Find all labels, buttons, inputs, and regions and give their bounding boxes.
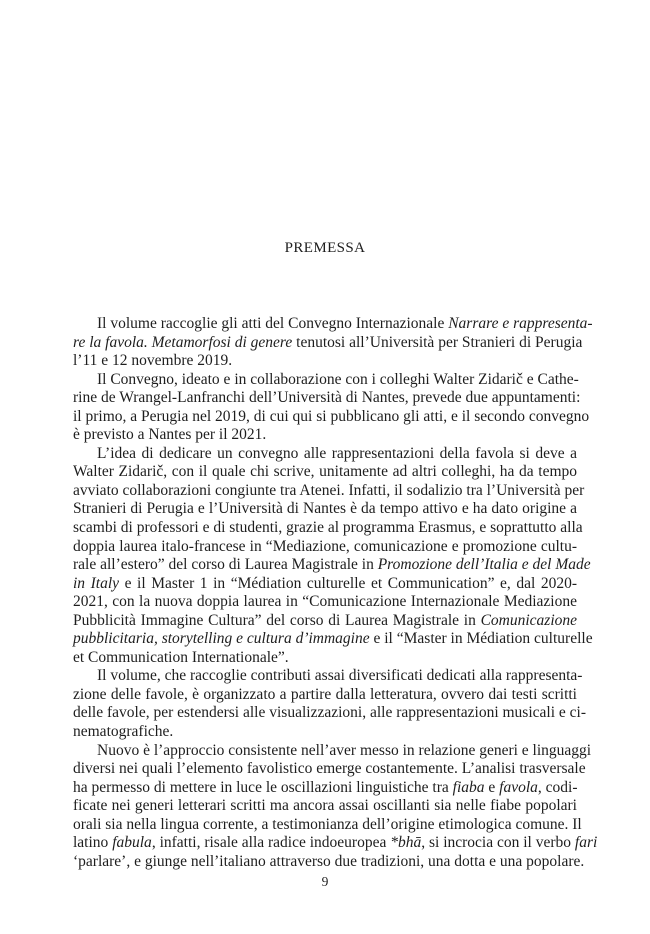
text-line: in Italy e il Master 1 in “Médiation culturelle et Communication” e, dal 2020- — [73, 574, 577, 592]
text-line: l’11 e 12 novembre 2019. — [73, 352, 233, 370]
text-line: zione delle favole, è organizzato a partire dalla letteratura, ovvero dai testi scritti — [73, 685, 577, 703]
text-line: ficate nei generi letterari scritti ma ancora assai oscillanti sia nelle fiabe popolari — [73, 797, 577, 815]
text-line: re la favola. Metamorfosi di genere tenutosi all’Università per Stranieri di Perugia — [73, 333, 583, 351]
text-line: Il volume, che raccoglie contributi assai diversificati dedicati alla rappresenta- — [97, 667, 583, 685]
text-line: il primo, a Perugia nel 2019, di cui qui si pubblicano gli atti, e il secondo convegno — [73, 407, 590, 425]
text-line: doppia laurea italo-francese in “Mediazione, comunicazione e promozione cultu- — [73, 537, 577, 555]
page-title: PREMESSA — [284, 240, 366, 256]
body-text — [73, 315, 598, 871]
text-line: et Communication Internationale”. — [73, 648, 289, 666]
text-line: Nuovo è l’approccio consistente nell’aver messo in relazione generi e linguaggi — [97, 741, 592, 759]
text-line: L’idea di dedicare un convegno alle rappresentazioni della favola si deve a — [97, 444, 577, 462]
text-line: ha permesso di mettere in luce le oscillazioni linguistiche tra fiaba e favola, codi- — [73, 778, 578, 796]
text-line: è previsto a Nantes per il 2021. — [73, 426, 267, 444]
text-line: Stranieri di Perugia e l’Università di Nantes è da tempo attivo e ha dato origine a — [73, 500, 577, 518]
text-line: Il Convegno, ideato e in collaborazione con i colleghi Walter Zidarič e Cathe- — [97, 370, 579, 388]
text-line: avviato collaborazioni congiunte tra Atenei. Infatti, il sodalizio tra l’Università per — [73, 481, 585, 499]
text-line: 2021, con la nuova doppia laurea in “Comunicazione Internazionale Mediazione — [73, 593, 577, 611]
text-line: Il volume raccoglie gli atti del Convegno Internazionale Narrare e rappresenta- — [97, 315, 593, 332]
text-line: latino fabula, infatti, risale alla radice indoeuropea *bhā, si incrocia con il verbo fari — [73, 834, 598, 852]
text-line: rale all’estero” del corso di Laurea Magistrale in Promozione dell’Italia e del Made — [73, 556, 591, 574]
text-line: nematografiche. — [73, 723, 174, 741]
text-line: diversi nei quali l’elemento favolistico emerge costantemente. L’analisi trasversale — [73, 760, 586, 778]
text-line: ‘parlare’, e giunge nell’italiano attraverso due tradizioni, una dotta e una popolare. — [73, 852, 585, 870]
text-line: delle favole, per estendersi alle visualizzazioni, alle rappresentazioni musicali e ci- — [73, 704, 586, 722]
text-line: Walter Zidarič, con il quale chi scrive, unitamente ad altri colleghi, ha da tempo — [73, 463, 577, 481]
text-line: rine de Wrangel-Lanfranchi dell’Università di Nantes, prevede due appuntamenti: — [73, 389, 581, 407]
text-line: scambi di professori e di studenti, grazie al programma Erasmus, e soprattutto alla — [73, 519, 583, 537]
text-line: orali sia nella lingua corrente, a testimonianza dell’origine etimologica comune. Il — [73, 815, 582, 833]
page-number: 9 — [321, 874, 329, 889]
text-line: pubblicitaria, storytelling e cultura d’immagine e il “Master in Médiation culturelle — [73, 630, 593, 648]
text-line: Pubblicità Immagine Cultura” del corso di Laurea Magistrale in Comunicazione — [73, 611, 577, 629]
